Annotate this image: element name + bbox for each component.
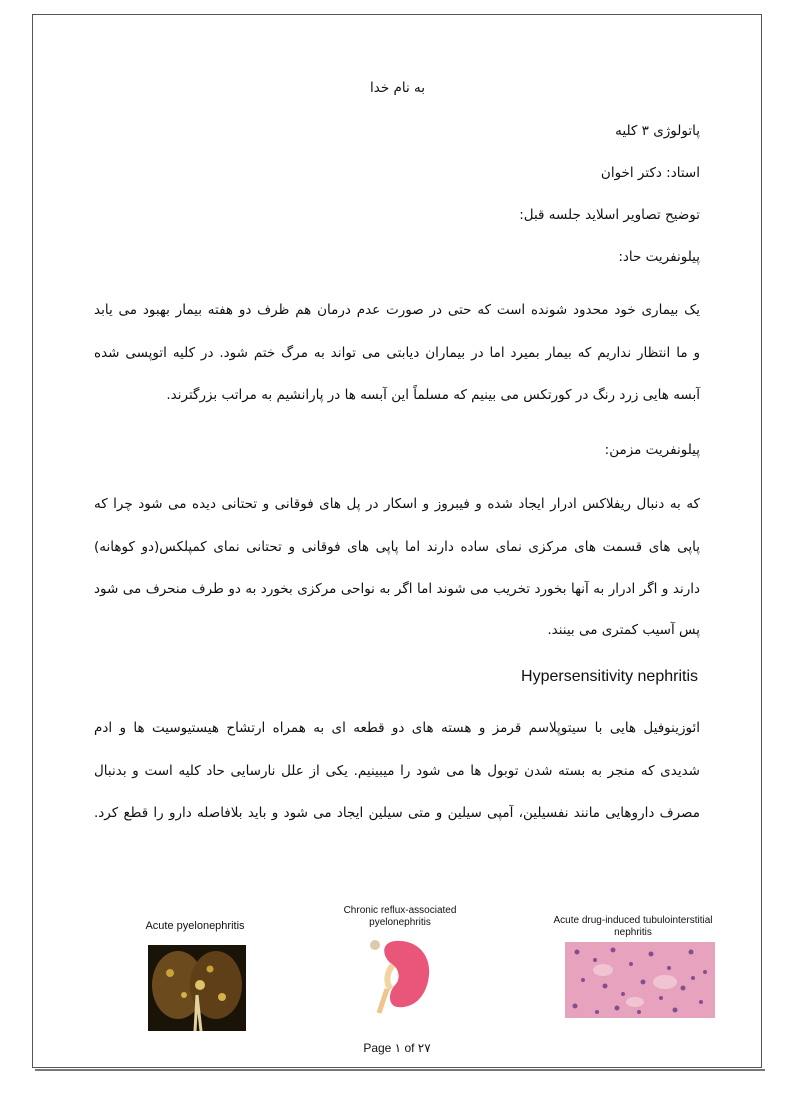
hypersensitivity-heading: Hypersensitivity nephritis — [521, 668, 698, 685]
hypersensitivity-paragraph-line: شدیدی که منجر به بسته شدن توبول ها می شود را میبینیم. یکی از علل نارسایی حاد کلیه است و بدنبال — [94, 763, 700, 779]
hypersensitivity-paragraph-line: ائوزینوفیل هایی با سیتوپلاسم قرمز و هسته های دو قطعه ای به همراه ارتشاح هیستیوسیت ها و ادم — [94, 720, 700, 736]
teacher-line: استاد: دکتر اخوان — [600, 165, 700, 181]
bismillah: به نام خدا — [370, 80, 425, 96]
chronic-paragraph-line: که به دنبال ریفلاکس ادرار ایجاد شده و فیبروز و اسکار در پل های فوقانی و تحتانی دیده می شود چرا که — [94, 496, 700, 512]
page-number: Page ۱ of ۲۷ — [363, 1041, 431, 1055]
acute-heading: پیلونفریت حاد: — [618, 249, 700, 265]
kidney-photo-image — [148, 945, 246, 1031]
subtitle-line: توضیح تصاویر اسلاید جلسه قبل: — [519, 207, 700, 223]
kidney-diagram-image — [365, 935, 437, 1015]
chronic-heading: پیلونفریت مزمن: — [604, 442, 700, 458]
acute-paragraph-line: و ما انتظار نداریم که بیمار بمیرد اما در بیماران دیابتی می تواند به مرگ ختم شود. در کلیه اتوپسی شده — [94, 345, 700, 361]
figure-caption: Acute drug-induced tubulointerstitial nephritis — [553, 915, 713, 938]
figure-acute-pyelonephritis — [130, 920, 260, 932]
acute-paragraph-line: آبسه هایی زرد رنگ در کورتکس می بینیم که مسلماً این آبسه ها در پارانشیم به مراتب بزرگترند. — [166, 387, 700, 403]
histology-image — [565, 942, 715, 1018]
chronic-paragraph-line: پس آسیب کمتری می بینند. — [547, 622, 700, 638]
acute-paragraph-line: یک بیماری خود محدود شونده است که حتی در صورت عدم درمان هم ظرف دو هفته بیمار بهبود می یابد — [94, 302, 700, 318]
figure-chronic-reflux — [340, 905, 460, 929]
chronic-paragraph-line: پاپی های قسمت های مرکزی نمای ساده دارند اما پاپی های فوقانی و تحتانی نمای کمپلکس(دو کوهانه) — [94, 539, 700, 555]
figure-caption: Chronic reflux-associated pyelonephritis — [343, 905, 457, 928]
document-title: پاتولوژی ۳ کلیه — [615, 123, 700, 139]
figure-caption: Acute pyelonephritis — [145, 920, 245, 932]
chronic-paragraph-line: دارند و اگر ادرار به آنها بخورد تخریب می شوند اما اگر به نواحی مرکزی بخورد به دو طرف منحرف می شود — [94, 581, 700, 597]
hypersensitivity-paragraph-line: مصرف داروهایی مانند نفسیلین، آمپی سیلین و متی سیلین ایجاد می شود و باید بلافاصله دارو را قطع کرد. — [94, 805, 700, 821]
figure-drug-induced — [548, 915, 718, 939]
